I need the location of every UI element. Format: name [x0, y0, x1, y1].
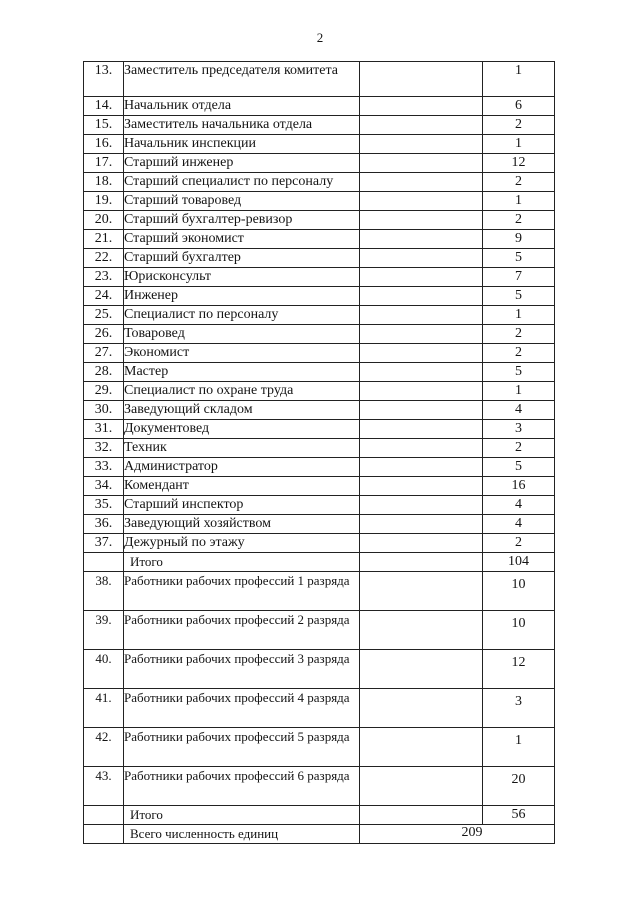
row-number: 28.	[84, 363, 124, 382]
row-number: 42.	[84, 728, 124, 767]
empty-cell	[84, 806, 124, 825]
table-row	[84, 306, 555, 325]
row-number: 35.	[84, 496, 124, 515]
position-name: Заведующий хозяйством	[124, 515, 360, 534]
empty-cell	[360, 287, 483, 306]
position-name: Дежурный по этажу	[124, 534, 360, 553]
row-number: 21.	[84, 230, 124, 249]
empty-cell	[360, 173, 483, 192]
position-name: Старший специалист по персоналу	[124, 173, 360, 192]
table-row	[84, 249, 555, 268]
position-count: 20	[483, 767, 555, 806]
table-row	[84, 420, 555, 439]
table-row	[84, 477, 555, 496]
position-count: 10	[483, 611, 555, 650]
table-row	[84, 439, 555, 458]
table-row	[84, 534, 555, 553]
position-count: 1	[483, 62, 555, 97]
position-count: 16	[483, 477, 555, 496]
position-name: Мастер	[124, 363, 360, 382]
position-name: Работники рабочих профессий 4 разряда	[124, 689, 360, 728]
table-row	[84, 173, 555, 192]
position-name: Экономист	[124, 344, 360, 363]
row-number: 36.	[84, 515, 124, 534]
subtotal-label: Итого	[124, 553, 360, 572]
position-name: Заместитель председателя комитета	[124, 62, 360, 97]
position-count: 5	[483, 287, 555, 306]
subtotal-row	[84, 806, 555, 825]
table-row	[84, 382, 555, 401]
grand-total-label: Всего численность единиц	[124, 825, 360, 844]
position-count: 1	[483, 728, 555, 767]
staff-table	[83, 61, 555, 844]
position-name: Заместитель начальника отдела	[124, 116, 360, 135]
position-name: Старший инспектор	[124, 496, 360, 515]
position-name: Старший экономист	[124, 230, 360, 249]
empty-cell	[360, 62, 483, 97]
position-count: 10	[483, 572, 555, 611]
row-number: 34.	[84, 477, 124, 496]
empty-cell	[360, 230, 483, 249]
row-number: 19.	[84, 192, 124, 211]
table-row	[84, 728, 555, 767]
position-name: Работники рабочих профессий 1 разряда	[124, 572, 360, 611]
empty-cell	[360, 458, 483, 477]
position-name: Документовед	[124, 420, 360, 439]
position-name: Заведующий складом	[124, 401, 360, 420]
empty-cell	[360, 439, 483, 458]
position-count: 12	[483, 154, 555, 173]
empty-cell	[360, 306, 483, 325]
table-row	[84, 496, 555, 515]
position-count: 2	[483, 173, 555, 192]
row-number: 22.	[84, 249, 124, 268]
row-number: 31.	[84, 420, 124, 439]
empty-cell	[360, 363, 483, 382]
row-number: 24.	[84, 287, 124, 306]
row-number: 27.	[84, 344, 124, 363]
empty-cell	[360, 135, 483, 154]
empty-cell	[360, 650, 483, 689]
empty-cell	[360, 689, 483, 728]
row-number: 39.	[84, 611, 124, 650]
empty-cell	[360, 728, 483, 767]
position-name: Техник	[124, 439, 360, 458]
position-name: Начальник инспекции	[124, 135, 360, 154]
table-row	[84, 344, 555, 363]
row-number: 41.	[84, 689, 124, 728]
position-count: 2	[483, 344, 555, 363]
table-row	[84, 62, 555, 97]
empty-cell	[360, 192, 483, 211]
empty-cell	[360, 534, 483, 553]
position-name: Инженер	[124, 287, 360, 306]
empty-cell	[360, 553, 483, 572]
table-row	[84, 211, 555, 230]
position-count: 5	[483, 458, 555, 477]
table-row	[84, 116, 555, 135]
row-number: 37.	[84, 534, 124, 553]
table-row	[84, 268, 555, 287]
subtotal-row	[84, 553, 555, 572]
position-name: Специалист по персоналу	[124, 306, 360, 325]
position-count: 12	[483, 650, 555, 689]
position-count: 4	[483, 496, 555, 515]
position-name: Комендант	[124, 477, 360, 496]
empty-cell	[84, 553, 124, 572]
empty-cell	[360, 211, 483, 230]
empty-cell	[360, 325, 483, 344]
empty-cell	[360, 401, 483, 420]
position-name: Специалист по охране труда	[124, 382, 360, 401]
table-row	[84, 287, 555, 306]
subtotal-count: 104	[483, 553, 555, 572]
row-number: 16.	[84, 135, 124, 154]
position-count: 3	[483, 420, 555, 439]
empty-cell	[84, 825, 124, 844]
table-row	[84, 458, 555, 477]
row-number: 25.	[84, 306, 124, 325]
table-row	[84, 325, 555, 344]
position-count: 2	[483, 534, 555, 553]
row-number: 43.	[84, 767, 124, 806]
empty-cell	[360, 154, 483, 173]
row-number: 23.	[84, 268, 124, 287]
table-row	[84, 515, 555, 534]
table-row	[84, 611, 555, 650]
empty-cell	[360, 268, 483, 287]
table-row	[84, 572, 555, 611]
empty-cell	[360, 477, 483, 496]
position-name: Работники рабочих профессий 2 разряда	[124, 611, 360, 650]
position-count: 2	[483, 325, 555, 344]
position-count: 3	[483, 689, 555, 728]
empty-cell	[360, 116, 483, 135]
table-row	[84, 97, 555, 116]
table-row	[84, 401, 555, 420]
empty-cell	[360, 344, 483, 363]
table-row	[84, 135, 555, 154]
position-count: 1	[483, 306, 555, 325]
empty-cell	[360, 806, 483, 825]
grand-total-count: 209	[360, 825, 555, 844]
table-row	[84, 363, 555, 382]
page-number: 2	[316, 30, 324, 45]
position-count: 9	[483, 230, 555, 249]
row-number: 14.	[84, 97, 124, 116]
row-number: 30.	[84, 401, 124, 420]
row-number: 33.	[84, 458, 124, 477]
subtotal-count: 56	[483, 806, 555, 825]
position-count: 4	[483, 515, 555, 534]
empty-cell	[360, 382, 483, 401]
subtotal-label: Итого	[124, 806, 360, 825]
position-name: Начальник отдела	[124, 97, 360, 116]
position-name: Старший товаровед	[124, 192, 360, 211]
position-count: 2	[483, 116, 555, 135]
empty-cell	[360, 515, 483, 534]
position-name: Старший инженер	[124, 154, 360, 173]
position-name: Товаровед	[124, 325, 360, 344]
empty-cell	[360, 97, 483, 116]
position-name: Старший бухгалтер	[124, 249, 360, 268]
position-count: 5	[483, 249, 555, 268]
position-name: Юрисконсульт	[124, 268, 360, 287]
staff-table-body	[84, 62, 555, 844]
position-count: 7	[483, 268, 555, 287]
position-name: Администратор	[124, 458, 360, 477]
position-count: 1	[483, 135, 555, 154]
position-name: Работники рабочих профессий 6 разряда	[124, 767, 360, 806]
grand-total-row	[84, 825, 555, 844]
position-name: Работники рабочих профессий 5 разряда	[124, 728, 360, 767]
position-count: 4	[483, 401, 555, 420]
table-row	[84, 230, 555, 249]
empty-cell	[360, 420, 483, 439]
position-count: 6	[483, 97, 555, 116]
table-row	[84, 154, 555, 173]
row-number: 32.	[84, 439, 124, 458]
position-count: 2	[483, 439, 555, 458]
row-number: 38.	[84, 572, 124, 611]
table-row	[84, 650, 555, 689]
position-count: 1	[483, 192, 555, 211]
empty-cell	[360, 767, 483, 806]
row-number: 40.	[84, 650, 124, 689]
row-number: 20.	[84, 211, 124, 230]
table-row	[84, 689, 555, 728]
table-row	[84, 767, 555, 806]
row-number: 29.	[84, 382, 124, 401]
position-count: 1	[483, 382, 555, 401]
empty-cell	[360, 496, 483, 515]
row-number: 26.	[84, 325, 124, 344]
row-number: 18.	[84, 173, 124, 192]
table-row	[84, 192, 555, 211]
position-name: Старший бухгалтер-ревизор	[124, 211, 360, 230]
row-number: 17.	[84, 154, 124, 173]
position-name: Работники рабочих профессий 3 разряда	[124, 650, 360, 689]
row-number: 13.	[84, 62, 124, 97]
position-count: 5	[483, 363, 555, 382]
empty-cell	[360, 611, 483, 650]
empty-cell	[360, 249, 483, 268]
empty-cell	[360, 572, 483, 611]
position-count: 2	[483, 211, 555, 230]
row-number: 15.	[84, 116, 124, 135]
